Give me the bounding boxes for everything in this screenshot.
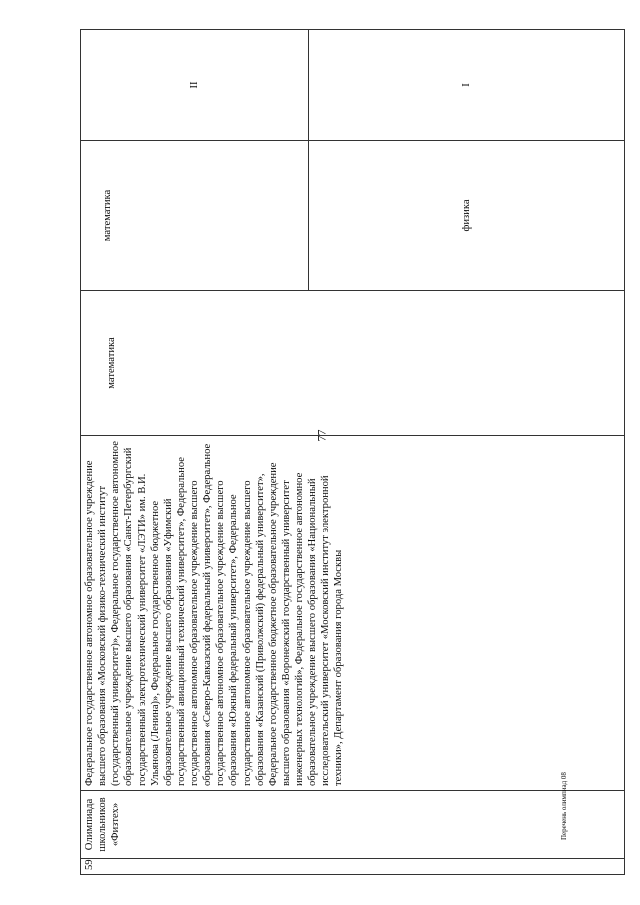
footer-note: Перечень олимпиад 08	[560, 772, 568, 840]
level-cell: I	[309, 30, 625, 141]
olympiad-name: Олимпиада школьников «Физтех»	[81, 791, 625, 859]
subject-cell: математика	[81, 291, 625, 436]
table-row	[81, 30, 309, 875]
page-number: 77	[314, 429, 329, 442]
profile-cell: физика	[309, 141, 625, 291]
organizers-cell: Федеральное государственное автономное образовательное учреждение высшего образования «Московский физико-технический институт (государственный университет)», Федеральное государственное автономное образовательное учреждение высшего образования «Санкт-Петербургский государственный электротехнический университет «ЛЭТИ» им. В.И. Ульянова (Ленина)», Федеральное государственное бюджетное образовательное учреждение высшего образования «Уфимский государственный авиационный технический университет», Федеральное государственное автономное образовательное учреждение высшего образования «Северо-Кавказский федеральный университет», Федеральное государственное автономное образовательное учреждение высшего образования «Южный федеральный университет», Федеральное государственное автономное образовательное учреждение высшего образования «Казанский (Приволжский) федеральный университет», Федеральное государственное бюджетное образовательное учреждение высшего образования «Воронежский государственный университет инженерных технологий», Федеральное государственное автономное образовательное учреждение высшего образования «Национальный исследовательский университет «Московский институт электронной техники», Департамент образования города Москвы	[81, 436, 625, 791]
row-number: 59	[81, 859, 625, 875]
profile-cell: математика	[81, 141, 309, 291]
level-cell: II	[81, 30, 309, 141]
olympiad-table	[80, 30, 625, 875]
